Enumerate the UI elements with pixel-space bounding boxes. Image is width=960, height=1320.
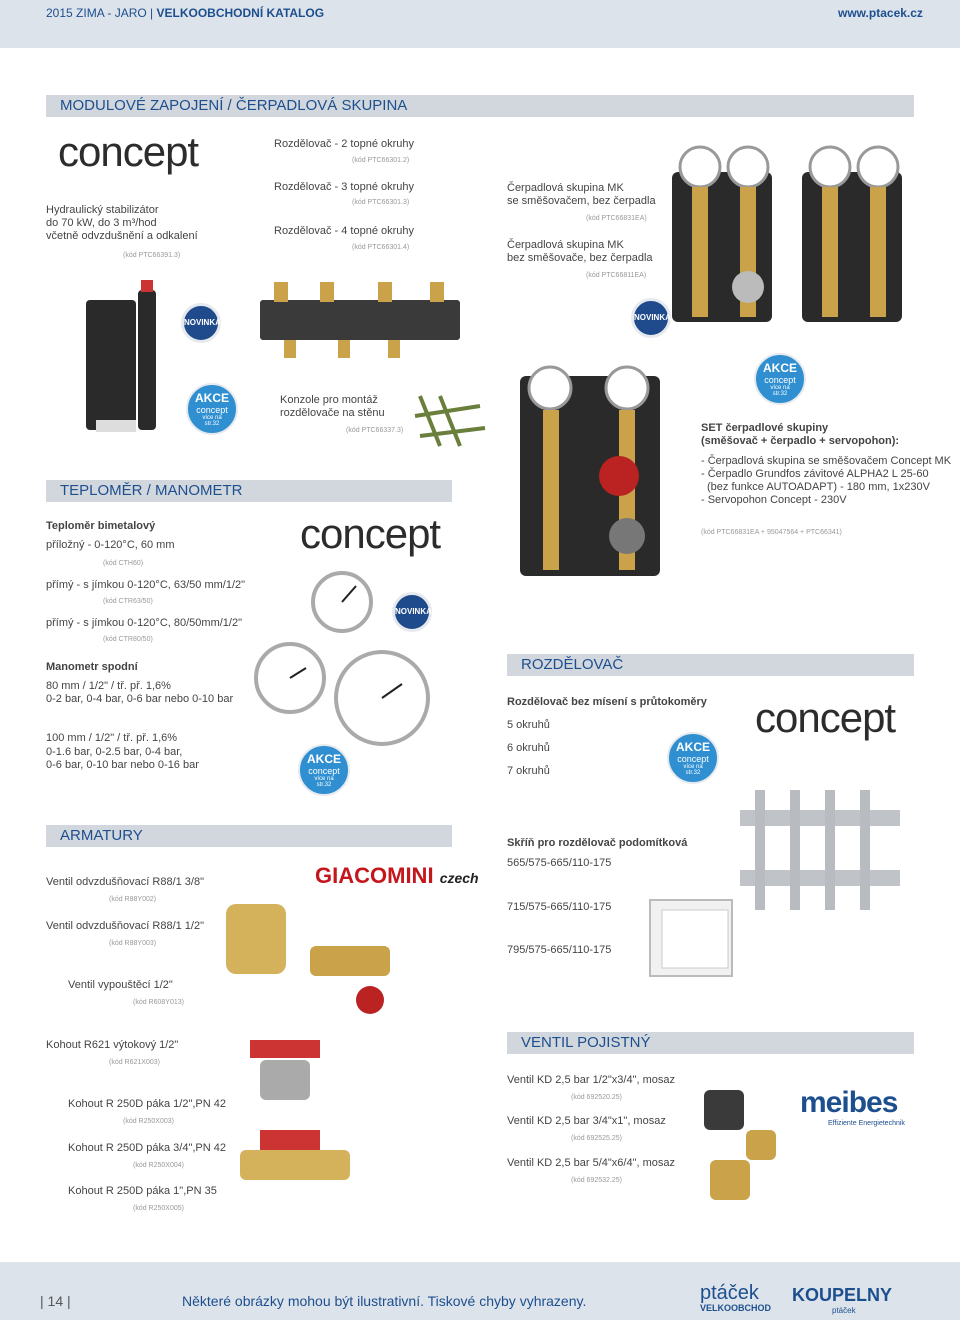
dist3-code: (kód PTC66301.3)	[352, 199, 410, 206]
sale-more: více na	[202, 415, 222, 421]
sale-brand: concept	[308, 766, 340, 776]
concept-logo-thermo: concept	[300, 510, 441, 557]
distributor-item-6: 6 okruhů	[507, 742, 550, 754]
sale-label: AKCE	[762, 361, 797, 375]
distributor-image	[260, 282, 460, 362]
section-title-pump-group: MODULOVÉ ZAPOJENÍ / ČERPADLOVÁ SKUPINA	[46, 95, 914, 117]
fitting-6-code: (kód R250X004)	[133, 1162, 184, 1169]
sale-brand: concept	[764, 375, 796, 385]
mk1-code: (kód PTC66831EA)	[586, 215, 647, 222]
dist4-code: (kód PTC66301.4)	[352, 244, 410, 251]
set-item-3: (bez funkce AUTOADAPT) - 180 mm, 1x230V	[707, 481, 930, 493]
mk2-line-1: Čerpadlová skupina MK	[507, 239, 624, 251]
stabilizer-line-3: včetně odvzdušnění a odkalení	[46, 230, 198, 242]
thermo-direct63-label: přímý - s jímkou 0-120°C, 63/50 mm/1/2"	[46, 579, 246, 591]
badge-new-thermometer: NOVINKA	[392, 592, 432, 632]
ptacek-sub: VELKOOBCHOD	[700, 1303, 772, 1313]
footer-disclaimer: Některé obrázky mohou být ilustrativní. Tiskové chyby vyhrazeny.	[182, 1293, 587, 1309]
badge-sale-distributor	[667, 732, 719, 784]
safety-1-code: (kód 692520.25)	[571, 1094, 622, 1101]
badge-sale-stabilizer	[186, 383, 238, 435]
fitting-5-label: Kohout R 250D páka 1/2",PN 42	[68, 1098, 227, 1110]
cabinet-item-3: 795/575-665/110-175	[507, 944, 612, 956]
cabinet-item-1: 565/575-665/110-175	[507, 857, 612, 869]
fitting-7-label: Kohout R 250D páka 1",PN 35	[68, 1185, 217, 1197]
set-title-line-2: (směšovač + čerpadlo + servopohon):	[701, 435, 900, 447]
set-title-line-1: SET čerpadlové skupiny	[701, 422, 829, 434]
dist2-label: Rozdělovač - 2 topné okruhy	[274, 138, 415, 150]
ptacek-name: ptáček	[700, 1282, 759, 1304]
fitting-3-label: Ventil vypouštěcí 1/2"	[68, 979, 173, 991]
dist4-label: Rozdělovač - 4 topné okruhy	[274, 225, 415, 237]
safety-2-label: Ventil KD 2,5 bar 3/4"x1", mosaz	[507, 1115, 666, 1127]
section-title-thermometer: TEPLOMĚR / MANOMETR	[46, 480, 452, 502]
concept-logo: concept	[58, 128, 199, 175]
manometer-100-range-1: 0-1.6 bar, 0-2.5 bar, 0-4 bar,	[46, 746, 183, 758]
sale-label: AKCE	[675, 740, 710, 754]
fitting-5-code: (kód R250X003)	[123, 1118, 174, 1125]
manifold-image	[730, 780, 910, 930]
manometer-image	[252, 640, 452, 750]
sale-more: více na	[770, 385, 790, 391]
sale-page: str.32	[772, 391, 788, 397]
fitting-2-label: Ventil odvzdušňovací R88/1 1/2"	[46, 920, 205, 932]
mk1-line-2: se směšovačem, bez čerpadla	[507, 195, 656, 207]
catalog-header	[46, 7, 324, 20]
safety-2-code: (kód 692525.25)	[571, 1135, 622, 1142]
fitting-7-code: (kód R250X005)	[133, 1205, 184, 1212]
set-item-2: - Čerpadlo Grundfos závitové ALPHA2 L 25-60	[701, 468, 929, 480]
manometer-title: Manometr spodní	[46, 661, 138, 673]
thermo-direct80-label: přímý - s jímkou 0-120°C, 80/50mm/1/2"	[46, 617, 242, 629]
sale-label: AKCE	[306, 752, 341, 766]
meibes-tagline: Effiziente Energietechnik	[828, 1120, 905, 1127]
safety-3-code: (kód 692532.25)	[571, 1177, 622, 1184]
safety-1-label: Ventil KD 2,5 bar 1/2"x3/4", mosaz	[507, 1074, 676, 1086]
manometer-100-range-2: 0-6 bar, 0-10 bar nebo 0-16 bar	[46, 759, 199, 771]
dist3-label: Rozdělovač - 3 topné okruhy	[274, 181, 415, 193]
badge-new-distributor: NOVINKA	[181, 303, 221, 343]
thermo-direct63-code: (kód CTR63/50)	[103, 598, 153, 605]
cabinet-image	[648, 892, 738, 982]
sale-page: str.32	[204, 421, 220, 427]
distributor-item-5: 5 okruhů	[507, 719, 550, 731]
stabilizer-line-1: Hydraulický stabilizátor	[46, 204, 159, 216]
section-title-fittings: ARMATURY	[46, 825, 452, 847]
distributor-item-7: 7 okruhů	[507, 765, 550, 777]
set-item-1: - Čerpadlová skupina se směšovačem Concept MK	[701, 455, 952, 467]
fitting-1-code: (kód R88Y002)	[109, 896, 157, 903]
koupelny-logo[interactable]: KOUPELNY	[792, 1285, 893, 1305]
manometer-100-label: 100 mm / 1/2" / tř. př. 1,6%	[46, 732, 178, 744]
sale-more: více na	[314, 776, 334, 782]
giacomini-name: GIACOMINI	[315, 863, 434, 888]
catalog-title: VELKOOBCHODNÍ KATALOG	[156, 6, 325, 20]
bimetal-title: Teploměr bimetalový	[46, 520, 156, 532]
manometer-80-label: 80 mm / 1/2" / tř. př. 1,6%	[46, 680, 171, 692]
dist2-code: (kód PTC66301.2)	[352, 157, 410, 164]
sale-page: str.32	[316, 782, 332, 788]
bracket-line-1: Konzole pro montáž	[280, 394, 378, 406]
thermo-contact-code: (kód CTH60)	[103, 560, 144, 567]
sale-more: více na	[683, 764, 703, 770]
fitting-6-label: Kohout R 250D páka 3/4",PN 42	[68, 1142, 227, 1154]
fitting-4-label: Kohout R621 výtokový 1/2"	[46, 1039, 179, 1051]
thermometer-image	[310, 570, 374, 634]
website-link[interactable]: www.ptacek.cz	[838, 6, 923, 20]
manometer-80-range: 0-2 bar, 0-4 bar, 0-6 bar nebo 0-10 bar	[46, 693, 234, 705]
distributor-subtitle: Rozdělovač bez mísení s průtokoměry	[507, 696, 707, 708]
thermo-contact-label: příložný - 0-120°C, 60 mm	[46, 539, 175, 551]
bracket-line-2: rozdělovače na stěnu	[280, 407, 385, 419]
mk2-code: (kód PTC66811EA)	[586, 272, 647, 279]
bracket-code: (kód PTC66337.3)	[346, 427, 404, 434]
fittings-image	[220, 900, 480, 1210]
giacomini-sub: czech	[439, 870, 479, 886]
stabilizer-image	[76, 280, 166, 440]
stabilizer-line-2: do 70 kW, do 3 m³/hod	[46, 217, 157, 229]
mk2-line-2: bez směšovače, bez čerpadla	[507, 252, 653, 264]
bracket-image	[410, 386, 490, 452]
set-code: (kód PTC66831EA + 95047564 + PTC66341)	[701, 529, 842, 536]
safety-3-label: Ventil KD 2,5 bar 5/4"x6/4", mosaz	[507, 1157, 676, 1169]
sale-label: AKCE	[194, 391, 229, 405]
concept-logo-distributor: concept	[755, 694, 896, 741]
fitting-4-code: (kód R621X003)	[109, 1059, 160, 1066]
ptacek-logo[interactable]	[700, 1283, 759, 1303]
sale-page: str.32	[685, 770, 701, 776]
fitting-2-code: (kód R88Y003)	[109, 940, 157, 947]
set-item-4: - Servopohon Concept - 230V	[701, 494, 847, 506]
fitting-1-label: Ventil odvzdušňovací R88/1 3/8"	[46, 876, 205, 888]
stabilizer-code: (kód PTC66391.3)	[123, 252, 181, 259]
giacomini-logo	[315, 864, 479, 890]
badge-sale-manometer	[298, 744, 350, 796]
season-label: 2015 ZIMA - JARO |	[46, 6, 154, 20]
badge-sale-pump-set	[754, 353, 806, 405]
badge-new-pump-group: NOVINKA	[631, 298, 671, 338]
safety-valve-image	[690, 1080, 786, 1210]
koupelny-sub: ptáček	[832, 1306, 856, 1315]
cabinet-item-2: 715/575-665/110-175	[507, 901, 612, 913]
section-title-distributor: ROZDĚLOVAČ	[507, 654, 914, 676]
sale-brand: concept	[196, 405, 228, 415]
page-number-box: | 14 |	[40, 1293, 71, 1309]
meibes-logo: meibes	[800, 1086, 898, 1119]
cabinet-title: Skříň pro rozdělovač podomítková	[507, 837, 688, 849]
thermo-direct80-code: (kód CTR80/50)	[103, 636, 153, 643]
pump-group-image	[660, 142, 920, 342]
section-title-safety-valve: VENTIL POJISTNÝ	[507, 1032, 914, 1054]
sale-brand: concept	[677, 754, 709, 764]
pump-set-image	[515, 366, 665, 586]
mk1-line-1: Čerpadlová skupina MK	[507, 182, 624, 194]
page-number: 14	[47, 1293, 64, 1309]
fitting-3-code: (kód R608Y013)	[133, 999, 184, 1006]
